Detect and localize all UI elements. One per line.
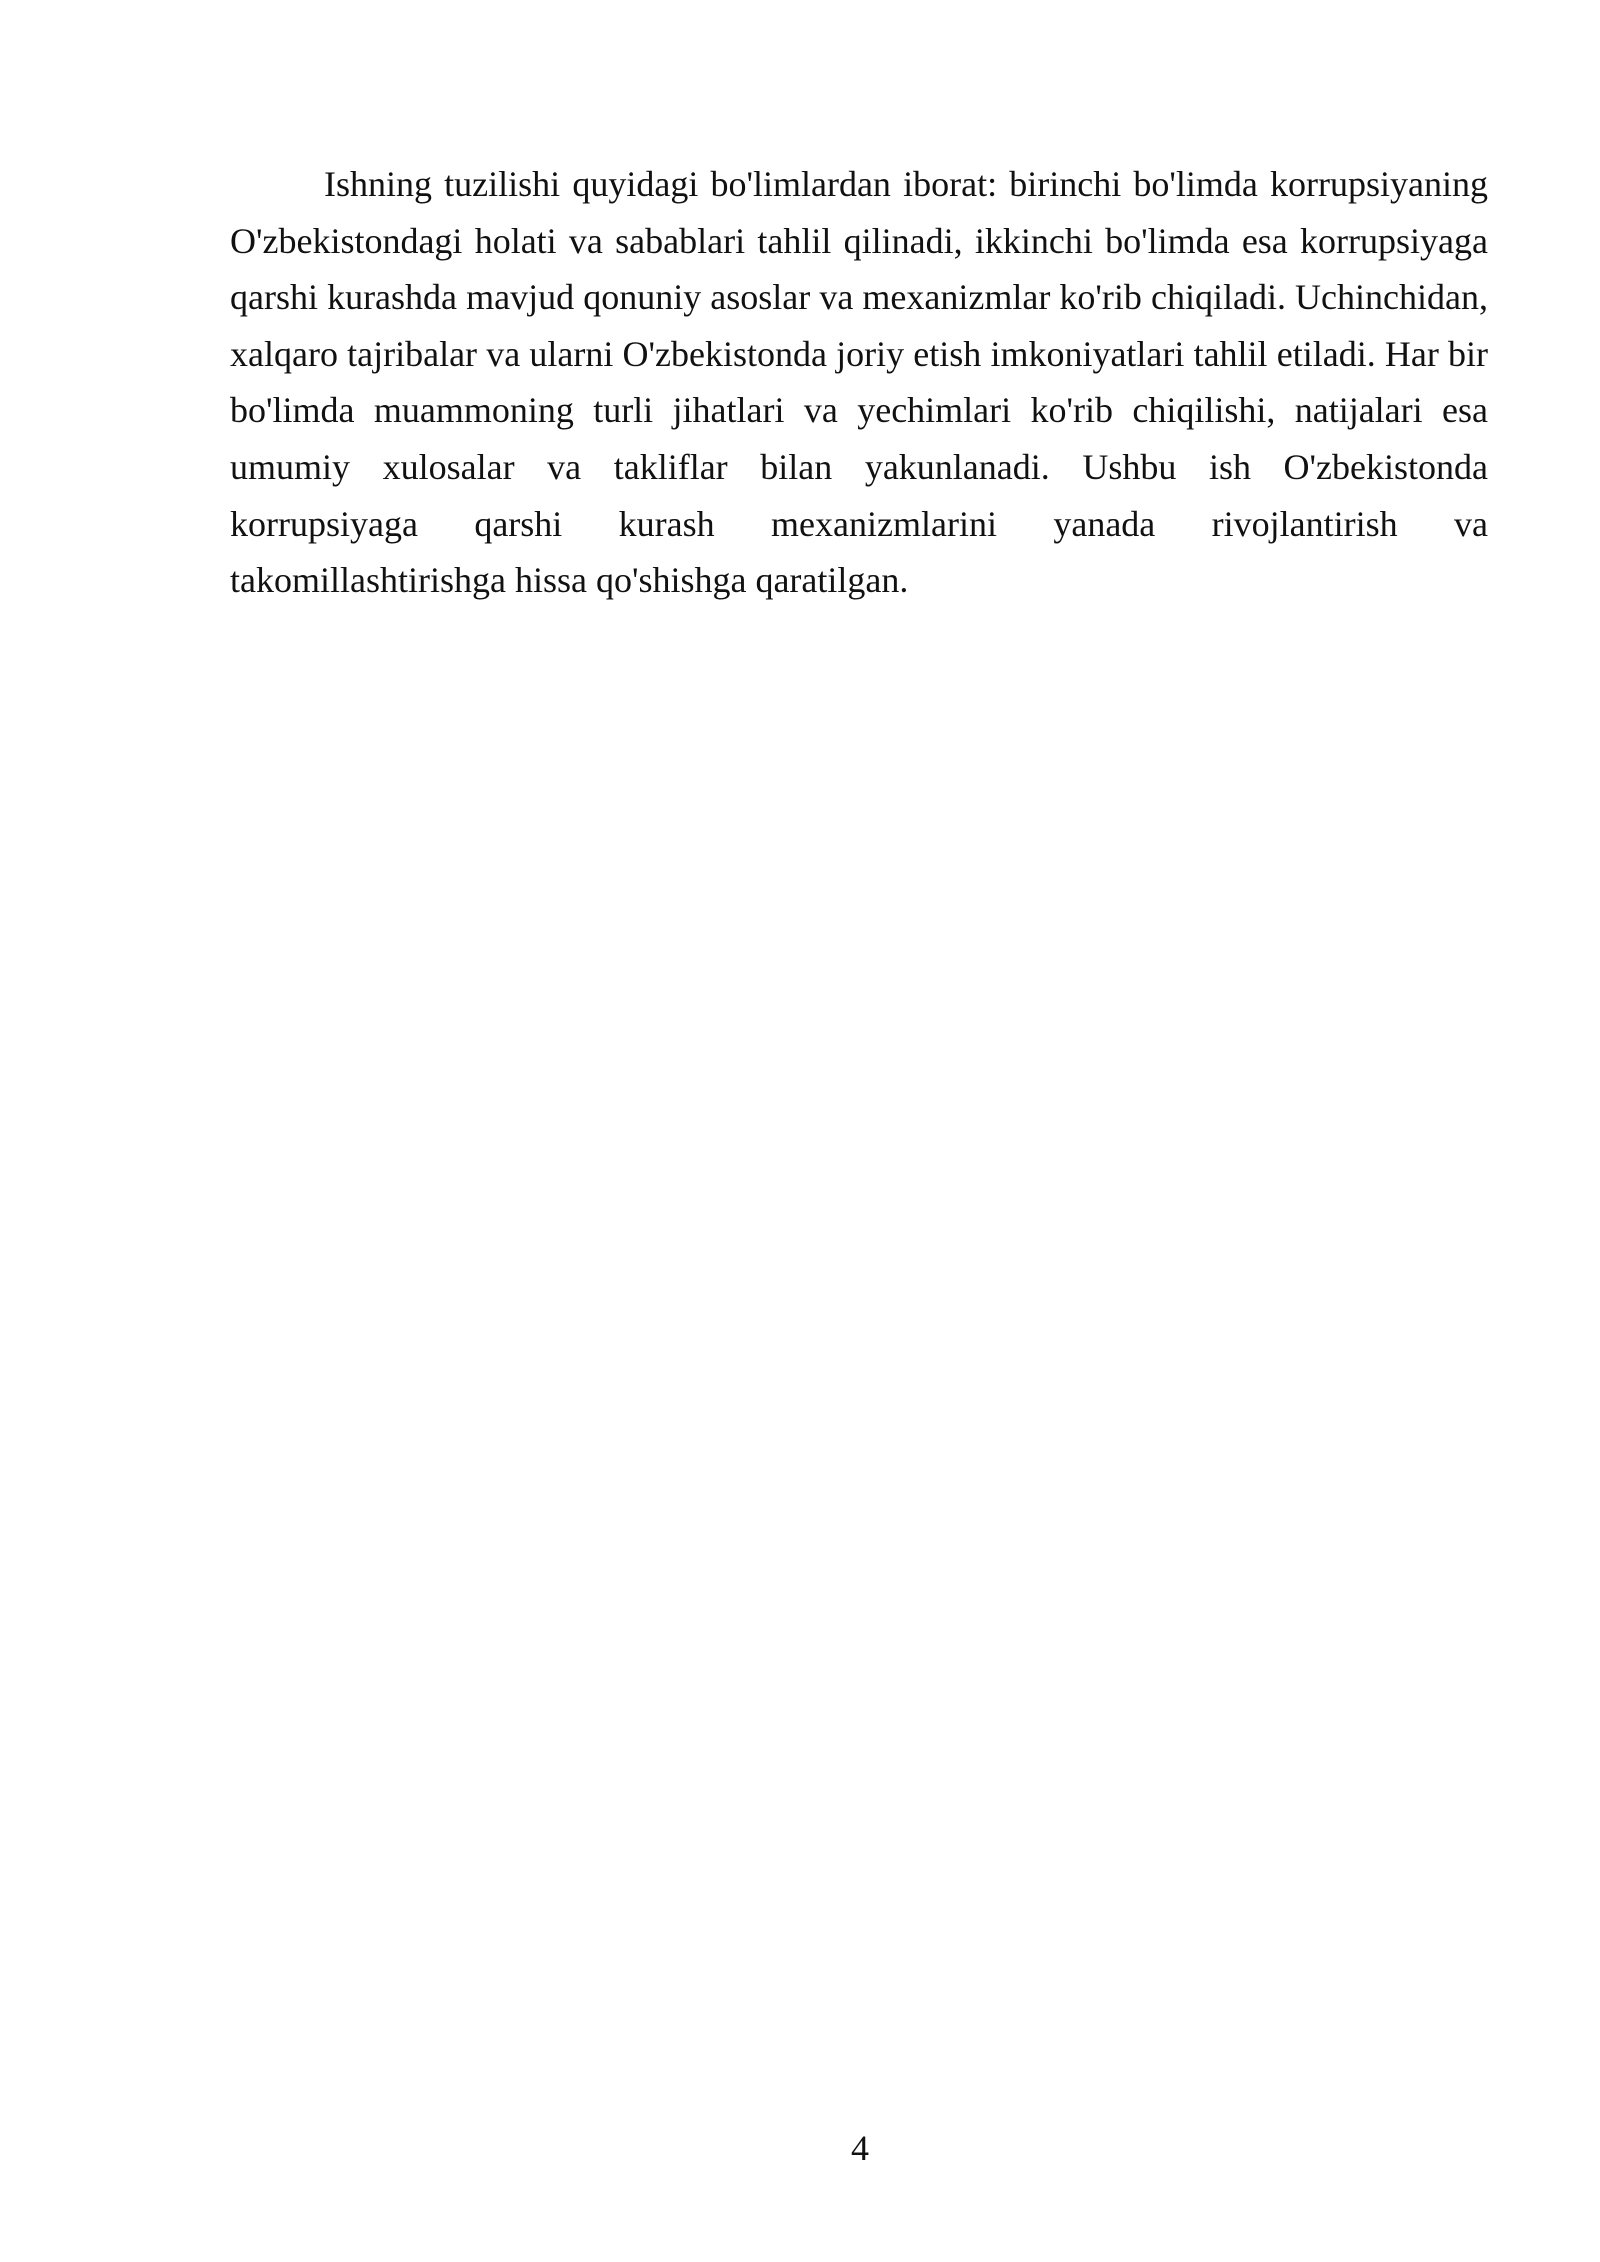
page-number: 4	[851, 2128, 869, 2168]
body-paragraph: Ishning tuzilishi quyidagi bo'limlardan iborat: birinchi bo'limda korrupsiyaning O'zbekistondagi holati va sabablari tahlil qilinadi, ikkinchi bo'limda esa korrupsiyaga qarshi kurashda mavjud qonuniy asoslar va mexanizmlar ko'rib chiqiladi. Uchinchidan, xalqaro tajribalar va ularni O'zbekistonda joriy etish imkoniyatlari tahlil etiladi. Har bir bo'limda muammoning turli jihatlari va yechimlari ko'rib chiqilishi, natijalari esa umumiy xulosalar va takliflar bilan yakunlanadi. Ushbu ish O'zbekistonda korrupsiyaga qarshi kurash mexanizmlarini yanada rivojlantirish va takomillashtirishga hissa qo'shishga qaratilgan.	[230, 164, 1488, 601]
